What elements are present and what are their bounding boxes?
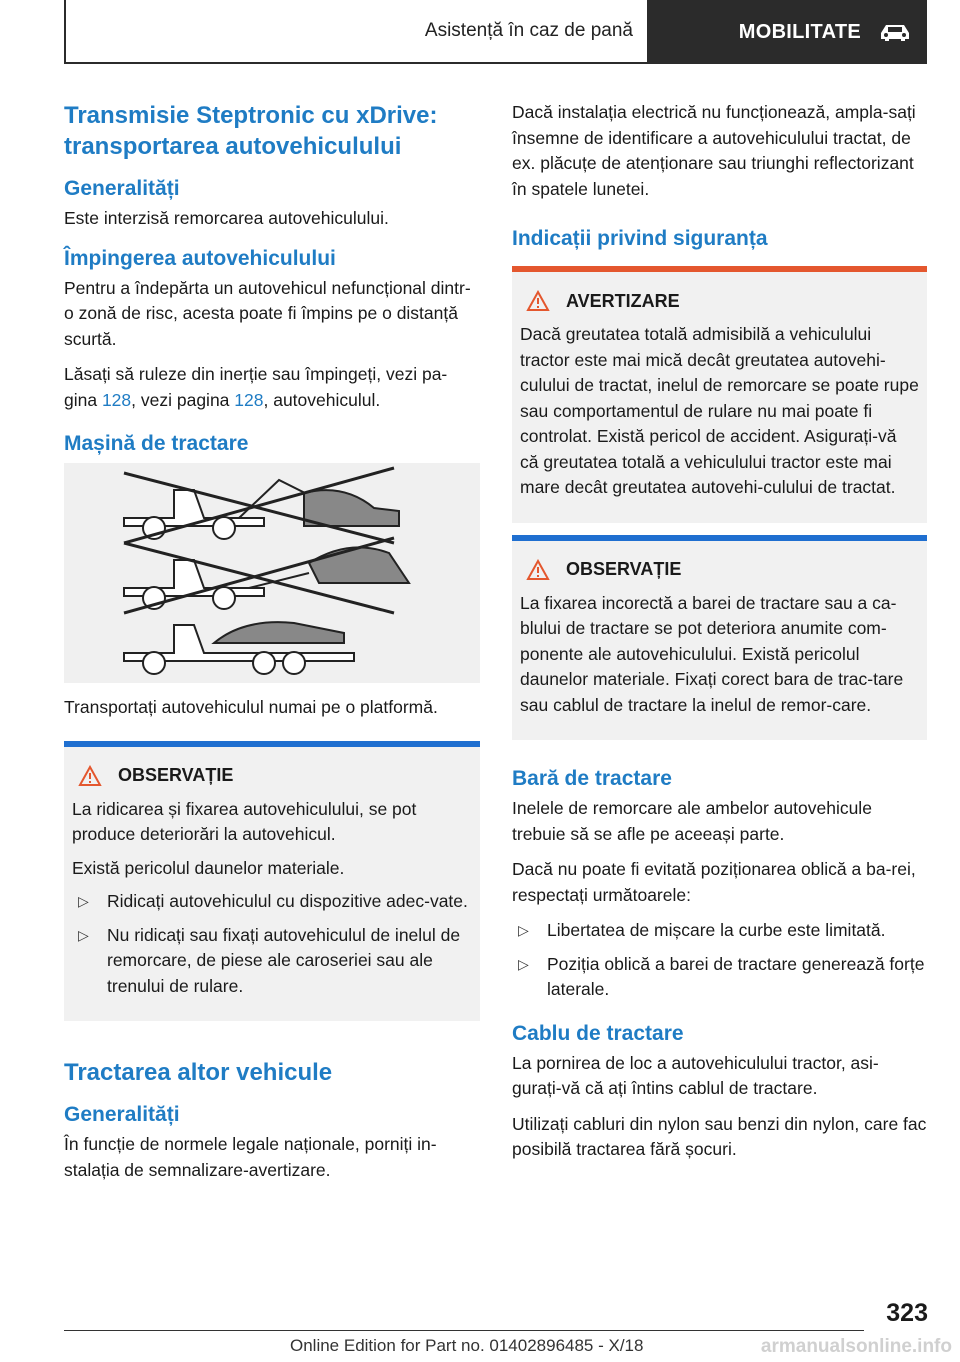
warning-triangle-icon [78, 765, 102, 787]
note-title: OBSERVAȚIE [118, 765, 234, 785]
subheading-bar: Bară de tractare [512, 767, 672, 790]
subheading-general: Generalități [64, 177, 180, 200]
note-box [512, 535, 927, 741]
note-text: La ridicarea și fixarea autovehiculului, se pot produce deteriorări la autovehicul. [72, 798, 417, 844]
bar-text: Dacă nu poate fi evitată poziționarea oblică a ba-rei, respectați următoarele: [512, 859, 916, 905]
note-text: Există pericolul daunelor materiale. [72, 857, 345, 878]
list-item: ▷ Nu ridicați sau fixați autovehiculul de inelul de remorcare, de piese ale caroseriei sau ale trenului de rulare. [72, 923, 472, 1000]
list-item: ▷ Ridicați autovehiculul cu dispozitive adec-vate. [72, 889, 472, 915]
section-title: Asistență în caz de pană [64, 0, 649, 64]
cable-text: Utilizați cabluri din nylon sau benzi din nylon, care fac posibilă tractarea fără șocuri. [512, 1113, 927, 1159]
warning-box [512, 266, 927, 523]
list-item: ▷ Libertatea de mișcare la curbe este limitată. [512, 918, 927, 944]
left-column [64, 100, 480, 1193]
warning-triangle-icon [526, 559, 550, 581]
cable-text: La pornirea de loc a autovehiculului tractor, asi-gurați-vă că ați întins cablul de tractare. [512, 1052, 879, 1098]
warning-text: Dacă greutatea totală admisibilă a vehiculului tractor este mai mică decât greutatea autovehi-culului de tractat, inelul de remorcare se poate rupe sau comportamentul de rulare nu mai poate fi controlat. Există pericol de accident. Asigurați-vă că greutatea totală a vehiculului tractor este mai mare decât greutatea autovehi-culului de tractat. [520, 324, 919, 497]
list-item: ▷ Poziția oblică a barei de tractare generează forțe laterale. [512, 952, 927, 1003]
subheading-cable: Cablu de tractare [512, 1021, 684, 1045]
note-text: La fixarea incorectă a barei de tractare sau a ca-blului de tractare se pot deteriora anumite com-ponente ale autovehiculului. Există pericolul daunelor materiale. Fixați corect bara de trac-tare sau cablul de tractare la inelul de remor-care. [520, 592, 904, 715]
warning-title: AVERTIZARE [566, 290, 680, 311]
page-number: 323 [886, 1299, 928, 1327]
figure-caption: Transportați autovehiculul numai pe o platformă. [64, 697, 438, 717]
note-list [72, 889, 472, 999]
subheading-push: Împingerea autovehiculului [64, 246, 336, 270]
bar-text: Inelele de remorcare ale ambelor autovehicule trebuie să se afle pe aceeași parte. [512, 798, 872, 844]
warning-triangle-icon [526, 290, 550, 312]
chapter-tab [649, 0, 927, 64]
intro-text: Dacă instalația electrică nu funcționează, ampla-sați însemne de identificare a autovehiculului tractat, de ex. plăcuțe de atenționare sau triunghi reflectorizant în spatele lunetei. [512, 102, 916, 199]
subheading-tow-truck: Mașină de tractare [64, 432, 249, 455]
page-header [64, 0, 927, 64]
page-link[interactable]: 128 [101, 389, 132, 410]
bar-list [512, 918, 927, 1003]
note-title: OBSERVAȚIE [566, 559, 682, 579]
general-text: În funcție de normele legale naționale, porniți in-stalația de semnalizare-avertizare. [64, 1134, 437, 1180]
push-text: Pentru a îndepărta un autovehicul nefuncțional dintr-o zonă de risc, acesta poate fi împins pe o distanță scurtă. [64, 277, 471, 349]
footer-divider [64, 1330, 864, 1331]
subheading-general: Generalități [64, 1103, 180, 1126]
bullet-triangle-icon: ▷ [518, 955, 529, 972]
bullet-triangle-icon: ▷ [518, 922, 529, 938]
subheading-safety: Indicații privind siguranța [512, 227, 768, 250]
page-link[interactable]: 128 [234, 389, 264, 410]
right-column [512, 100, 927, 1173]
bullet-triangle-icon: ▷ [78, 893, 89, 909]
watermark: armanualsonline.info [760, 1336, 952, 1357]
note-box [64, 741, 480, 1022]
chapter-title: MOBILITATE [738, 20, 861, 43]
tow-truck-illustration [64, 463, 480, 683]
push-text-2: Lăsați să ruleze din inerție sau împingeți, vezi pa-gina 128, vezi pagina 128, autovehiculul. [64, 364, 448, 410]
section-heading: Tractarea altor vehicule [64, 1059, 333, 1086]
section-heading: Transmisie Steptronic cu xDrive: transportarea autovehiculului [64, 102, 438, 160]
bullet-triangle-icon: ▷ [78, 926, 89, 943]
car-icon [877, 21, 913, 43]
general-text: Este interzisă remorcarea autovehiculului. [64, 208, 389, 228]
edition-text: Online Edition for Part no. 01402896485 - X/18 [290, 1336, 644, 1355]
